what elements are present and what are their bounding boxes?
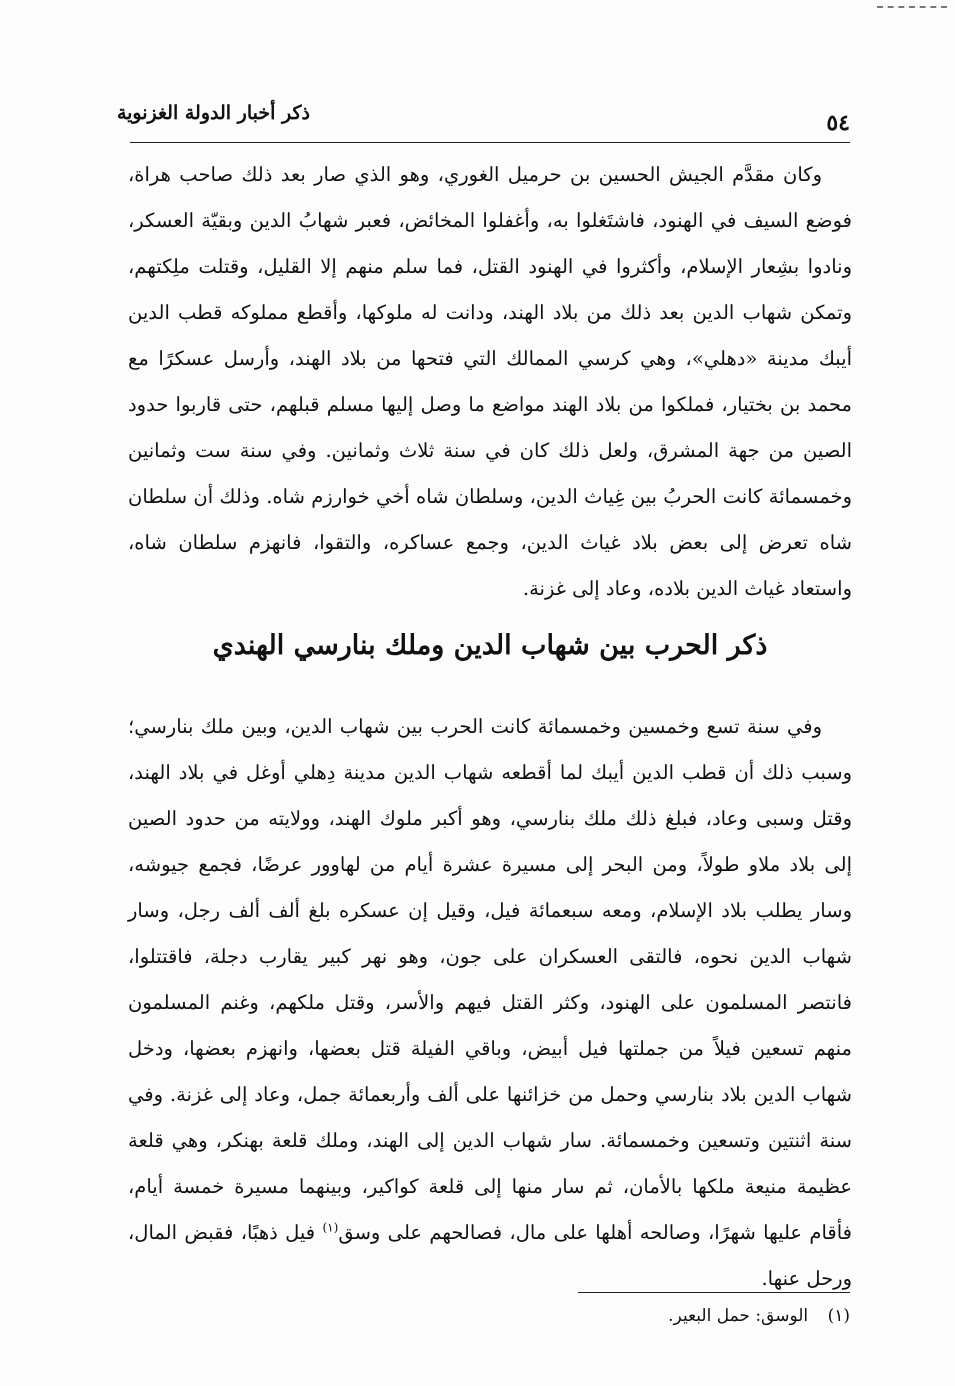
body-section-2 bbox=[128, 704, 852, 1302]
footnote-number: (١) bbox=[827, 1306, 850, 1326]
paragraph bbox=[128, 704, 852, 1302]
scan-corner-marks bbox=[877, 6, 947, 10]
running-title: ذكر أخبار الدولة الغزنوية bbox=[116, 102, 310, 124]
header-rule bbox=[130, 142, 850, 143]
body-section-1 bbox=[128, 152, 852, 612]
page-header bbox=[116, 96, 850, 136]
section-heading: ذكر الحرب بين شهاب الدين وملك بنارسي الهندي bbox=[212, 630, 768, 661]
paragraph: وكان مقدَّم الجيش الحسين بن حرميل الغوري، وهو الذي صار بعد ذلك صاحب هراة، فوضع السيف في الهنود، فاشتَغلوا به، وأغفلوا المخائض، فعبر شهابُ الدين وبقيّة العسكر، ونادوا بشِعار الإسلام، وأكثروا في الهنود القتل، فما سلم منهم إلا القليل، وقتلت ملِكتهم، وتمكن شهاب الدين بعد ذلك من بلاد الهند، ودانت له ملوكها، وأقطع مملوكه قطب الدين أيبك مدينة «دهلي»، وهي كرسي الممالك التي فتحها من بلاد الهند، وأرسل عسكرًا مع محمد بن بختيار، فملكوا من بلاد الهند مواضع ما وصل إليها مسلم قبلهم، حتى قاربوا حدود الصين من جهة المشرق، ولعل ذلك كان في سنة ثلاث وثمانين. وفي سنة ست وثمانين وخمسمائة كانت الحربُ بين غِياث الدين، وسلطان شاه أخي خوارزم شاه. وذلك أن سلطان شاه تعرض إلى بعض بلاد غياث الدين، وجمع عساكره، والتقوا، فانهزم سلطان شاه، واستعاد غياث الدين بلاده، وعاد إلى غزنة. bbox=[128, 163, 852, 600]
footnote-reference[interactable]: (١) bbox=[322, 1220, 339, 1235]
page-number: ٥٤ bbox=[826, 110, 850, 136]
footnote bbox=[500, 1306, 850, 1326]
paragraph-text-continued: فيل ذهبًا، فقبض المال، ورحل عنها. bbox=[128, 1221, 852, 1290]
footnote-text: الوسق: حمل البعير. bbox=[668, 1306, 809, 1326]
paragraph-text: وفي سنة تسع وخمسين وخمسمائة كانت الحرب بين شهاب الدين، وبين ملك بنارسي؛ وسبب ذلك أن قطب الدين أيبك لما أقطعه شهاب الدين مدينة دِهلي أوغل في بلاد الهند، وقتل وسبى وعاد، فبلغ ذلك ملك بنارسي، وهو أكبر ملوك الهند، وولايته من حدود الصين إلى بلاد ملاو طولاً، ومن البحر إلى مسيرة عشرة أيام من لهاوور عرضًا، فجمع جيوشه، وسار يطلب بلاد الإسلام، ومعه سبعمائة فيل، وقيل إن عسكره بلغ ألف ألف رجل، وسار شهاب الدين نحوه، فالتقى العسكران على جون، وهو نهر كبير يقارب دجلة، فاقتتلوا، فانتصر المسلمون على الهنود، وكثر القتل فيهم والأسر، وقتل ملكهم، وغنم المسلمون منهم تسعين فيلاً من جملتها فيل أبيض، وباقي الفيلة قتل بعضها، وانهزم بعضها، ودخل شهاب الدين بلاد بنارسي وحمل من خزائنها على ألف وأربعمائة جمل، وعاد إلى غزنة. وفي سنة اثنتين وتسعين وخمسمائة. سار شهاب الدين إلى الهند، وملك قلعة بهنكر، وهي قلعة عظيمة منيعة ملكها بالأمان، ثم سار منها إلى قلعة كواكير، وبينهما مسيرة خمسة أيام، فأقام عليها شهرًا، وصالحه أهلها على مال، فصالحهم على وسق bbox=[128, 715, 853, 1244]
footnote-rule bbox=[578, 1292, 850, 1293]
